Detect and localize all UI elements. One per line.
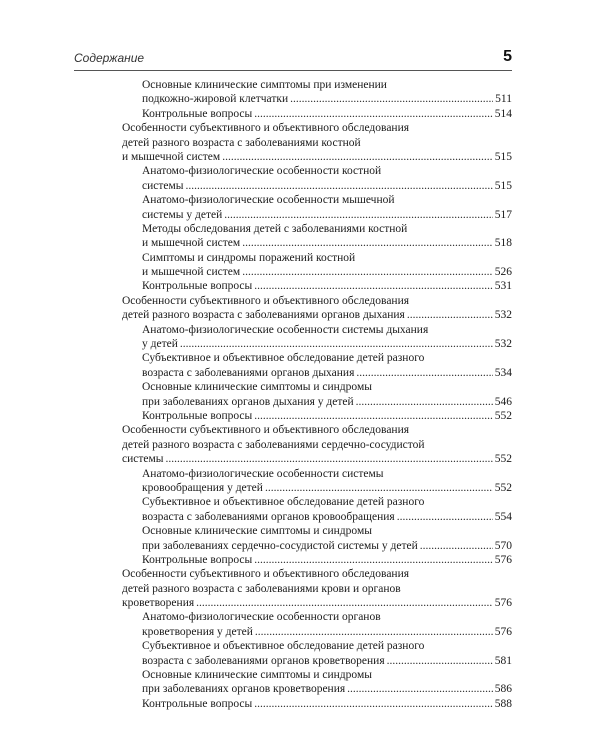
toc-entry-title: Контрольные вопросы [142,280,253,293]
toc-entry [122,323,512,352]
toc-entry [122,121,512,164]
toc-entry-title: Методы обследования детей с заболеваниями костной [142,222,408,235]
toc-entry [122,409,512,423]
toc-entry-last-line [142,265,512,279]
toc-entry-title: системы у детей [142,208,223,221]
toc-entry [122,524,512,553]
toc-entry-title: и мышечной систем [142,237,241,250]
toc-page-number: 517 [494,208,512,221]
toc-entry-title: Субъективное и объективное обследование детей разного [142,640,425,653]
toc-entry-last-line [142,654,512,668]
dot-leader [222,150,493,164]
toc-entry-last-line [142,395,512,409]
toc-entry [122,251,512,280]
toc-entry-title: системы [122,453,164,466]
toc-entry [122,567,512,610]
toc-entry-last-line [142,279,512,293]
toc-entry-title: детей разного возраста с заболеваниями крови и органов [122,582,401,595]
toc-entry-title: Основные клинические симптомы и синдромы [142,669,372,682]
dot-leader [254,697,493,711]
toc-entry-title: Особенности субъективного и объективного обследования [122,568,410,581]
toc-entry [122,351,512,380]
toc-entry [122,222,512,251]
toc-entry-title: Анатомо-физиологические особенности мышечной [142,194,395,207]
dot-leader [356,366,492,380]
dot-leader [420,539,493,553]
toc-page-number: 531 [494,280,512,293]
toc-entry [122,78,512,107]
toc-entry [122,495,512,524]
dot-leader [407,308,493,322]
toc-entry-title: Субъективное и объективное обследование детей разного [142,352,425,365]
toc-entry-title: у детей [142,338,178,351]
toc-page-number: 552 [494,453,512,466]
toc-entry [122,423,512,466]
toc-entry-title: возраста с заболеваниями органов кроветворения [142,654,385,667]
dot-leader [196,596,493,610]
toc-entry-title: при заболеваниях органов дыхания у детей [142,395,354,408]
dot-leader [255,625,493,639]
toc-page-number: 554 [494,510,512,523]
toc-entry-title: Основные клинические симптомы и синдромы [142,525,372,538]
toc-entry-title: кровообращения у детей [142,481,263,494]
toc-page-number: 546 [494,395,512,408]
toc-entry-title: при заболеваниях органов кроветворения [142,683,346,696]
toc-entry-last-line [142,179,512,193]
toc-entry-title: возраста с заболеваниями органов дыхания [142,366,355,379]
dot-leader [290,92,493,106]
dot-leader [166,452,493,466]
toc-entry-title: кроветворения [122,597,195,610]
toc-entry-last-line [122,596,512,610]
toc-entry-last-line [142,107,512,121]
toc-entry [122,668,512,697]
toc-entry-last-line [142,697,512,711]
dot-leader [254,553,493,567]
toc-entry-title: Особенности субъективного и объективного обследования [122,294,410,307]
toc-page-number: 511 [495,93,512,106]
toc-entry [122,193,512,222]
toc-entry-last-line [142,539,512,553]
toc-entry-title: Анатомо-физиологические особенности костной [142,165,382,178]
toc-entry-title: Контрольные вопросы [142,697,253,710]
toc-entry-last-line [142,236,512,250]
toc-page-number: 532 [494,338,512,351]
dot-leader [397,510,493,524]
dot-leader [254,107,493,121]
toc-entry-title: Анатомо-физиологические особенности органов [142,611,381,624]
toc-page-number: 581 [494,654,512,667]
toc-entry-title: Контрольные вопросы [142,553,253,566]
dot-leader [254,279,493,293]
toc-page-number: 526 [494,266,512,279]
dot-leader [224,208,493,222]
toc-entry-title: Контрольные вопросы [142,409,253,422]
toc-entry-title: Контрольные вопросы [142,107,253,120]
toc-entry-last-line [142,682,512,696]
toc-entry [122,639,512,668]
toc-entry-title: Особенности субъективного и объективного обследования [122,424,410,437]
toc-entry [122,610,512,639]
toc-page-number: 515 [494,150,512,163]
dot-leader [265,481,493,495]
toc-entry-title: Анатомо-физиологические особенности системы [142,467,384,480]
dot-leader [180,337,493,351]
table-of-contents [122,78,512,711]
toc-entry-last-line [142,92,512,106]
toc-page-number: 586 [494,683,512,696]
dot-leader [387,654,493,668]
toc-page-number: 532 [494,309,512,322]
toc-entry [122,164,512,193]
toc-entry-last-line [142,366,512,380]
toc-entry [122,553,512,567]
toc-page-number: 576 [494,553,512,566]
toc-entry-last-line [122,308,512,322]
dot-leader [186,179,493,193]
dot-leader [242,236,493,250]
toc-page-number: 515 [494,179,512,192]
toc-entry-title: Основные клинические симптомы и синдромы [142,381,372,394]
page-number: 5 [503,48,512,65]
toc-entry-title: при заболеваниях сердечно-сосудистой системы у детей [142,539,418,552]
toc-entry-title: и мышечной систем [142,266,241,279]
toc-entry-title: подкожно-жировой клетчатки [142,93,289,106]
toc-entry-last-line [122,452,512,466]
toc-entry-title: Субъективное и объективное обследование детей разного [142,496,425,509]
toc-page-number: 552 [494,409,512,422]
toc-page-number: 588 [494,697,512,710]
dot-leader [347,682,493,696]
toc-entry-last-line [142,625,512,639]
toc-page-number: 576 [494,625,512,638]
toc-entry [122,107,512,121]
running-header [74,48,512,71]
toc-page-number: 514 [494,107,512,120]
toc-entry-title: Основные клинические симптомы при изменении [142,79,387,91]
toc-entry [122,697,512,711]
toc-entry [122,467,512,496]
toc-entry-title: Анатомо-физиологические особенности системы дыхания [142,323,429,336]
toc-entry [122,294,512,323]
toc-page-number: 518 [494,237,512,250]
toc-entry-last-line [122,150,512,164]
dot-leader [254,409,493,423]
toc-entry-title: возраста с заболеваниями органов кровообращения [142,510,395,523]
toc-entry [122,380,512,409]
toc-entry [122,279,512,293]
toc-entry-title: и мышечной систем [122,150,221,163]
toc-entry-last-line [142,481,512,495]
dot-leader [356,395,493,409]
toc-page-number: 570 [494,539,512,552]
toc-entry-last-line [142,409,512,423]
toc-entry-title: детей разного возраста с заболеваниями сердечно-сосудистой [122,438,425,451]
dot-leader [242,265,493,279]
section-title: Содержание [74,51,145,65]
toc-page-number: 534 [494,366,512,379]
toc-page-number: 552 [494,481,512,494]
toc-entry-title: детей разного возраста с заболеваниями органов дыхания [122,309,405,322]
toc-entry-last-line [142,510,512,524]
toc-entry-last-line [142,208,512,222]
toc-entry-title: Особенности субъективного и объективного обследования [122,122,410,135]
toc-entry-title: кроветворения у детей [142,625,253,638]
toc-entry-last-line [142,337,512,351]
toc-entry-title: Симптомы и синдромы поражений костной [142,251,356,264]
toc-entry-title: системы [142,179,184,192]
toc-entry-title: детей разного возраста с заболеваниями костной [122,136,361,149]
toc-page-number: 576 [494,597,512,610]
toc-entry-last-line [142,553,512,567]
